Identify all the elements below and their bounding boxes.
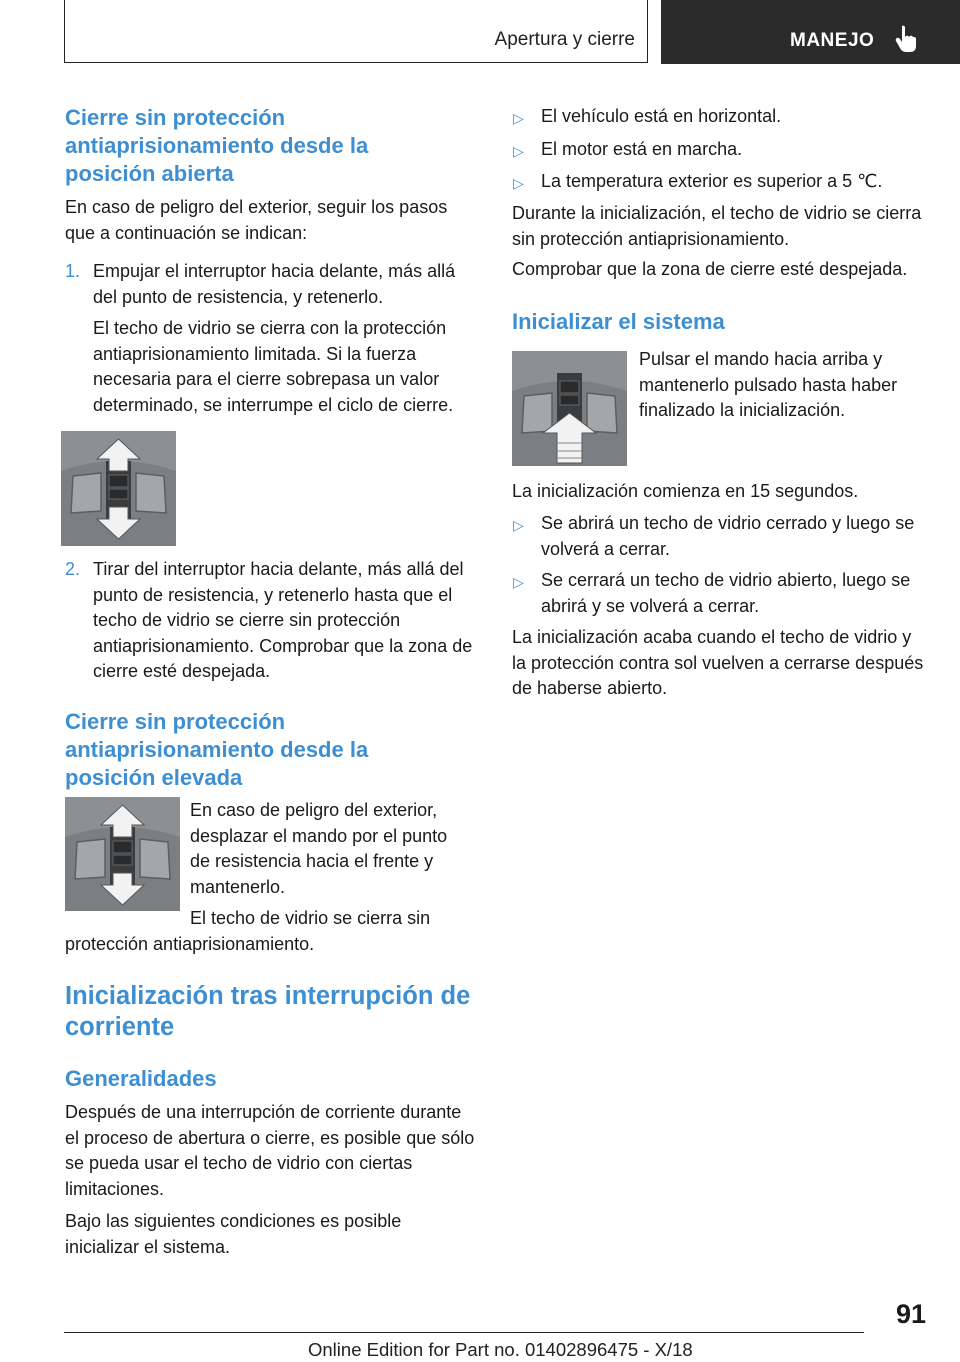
footer-divider bbox=[64, 1332, 864, 1333]
raised-paragraph-2: El techo de vidrio se cierra sin protección antiaprisionamiento. bbox=[65, 908, 431, 954]
intro-paragraph: En caso de peligro del exterior, seguir los pasos que a continuación se indican: bbox=[65, 197, 448, 243]
condition-item: El motor está en marcha. bbox=[541, 139, 743, 159]
sunroof-switch-image bbox=[61, 431, 176, 546]
init-bullet: Se abrirá un techo de vidrio cerrado y luego se volverá a cerrar. bbox=[541, 513, 915, 559]
section-title: Apertura y cierre bbox=[494, 29, 635, 50]
condition-item: El vehículo está en horizontal. bbox=[541, 106, 782, 126]
begins-paragraph: La inicialización comienza en 15 segundos. bbox=[512, 481, 859, 501]
hand-pointer-icon bbox=[893, 24, 917, 54]
bullet-triangle-icon: ▷ bbox=[513, 175, 524, 191]
heading-close-from-raised: Cierre sin protección antiaprisionamiento desde la posición elevada bbox=[65, 709, 369, 790]
heading-init-system: Inicializar el sistema bbox=[512, 309, 725, 334]
page-number: 91 bbox=[895, 1299, 926, 1329]
check-paragraph: Comprobar que la zona de cierre esté despejada. bbox=[512, 259, 908, 279]
init-bullet: Se cerrará un techo de vidrio abierto, luego se abrirá y se volverá a cerrar. bbox=[541, 570, 911, 616]
init-system-paragraph: Pulsar el mando hacia arriba y mantenerlo pulsado hasta haber finalizado la inicialización. bbox=[639, 349, 898, 420]
general-paragraph-1: Después de una interrupción de corriente durante el proceso de abertura o cierre, es posible que sólo se pueda usar el techo de vidrio con ciertas limitaciones. bbox=[65, 1102, 475, 1199]
bullet-triangle-icon: ▷ bbox=[513, 143, 524, 159]
chapter-tab-label: MANEJO bbox=[790, 30, 875, 51]
bullet-triangle-icon: ▷ bbox=[513, 110, 524, 126]
bullet-triangle-icon: ▷ bbox=[513, 574, 524, 590]
general-paragraph-2: Bajo las siguientes condiciones es posible inicializar el sistema. bbox=[65, 1211, 402, 1257]
step-note: El techo de vidrio se cierra con la protección antiaprisionamiento limitada. Si la fuerza necesaria para el cierre sobrepasa un valor determinado, se interrumpe el ciclo de cierre. bbox=[93, 318, 454, 415]
step-number: 2. bbox=[65, 559, 81, 579]
raised-paragraph-1: En caso de peligro del exterior, desplazar el mando por el punto de resistencia hacia el frente y mantenerlo. bbox=[190, 800, 448, 897]
sunroof-switch-image bbox=[65, 797, 180, 911]
step-text: Empujar el interruptor hacia delante, más allá del punto de resistencia, y retenerlo. bbox=[93, 261, 456, 307]
condition-item: La temperatura exterior es superior a 5 ℃. bbox=[541, 171, 883, 191]
heading-initialization: Inicialización tras interrupción de corriente bbox=[65, 982, 471, 1041]
step-number: 1. bbox=[65, 261, 81, 281]
edition-footer: Online Edition for Part no. 01402896475 - X/18 bbox=[308, 1339, 693, 1360]
step-text: Tirar del interruptor hacia delante, más allá del punto de resistencia, y retenerlo hasta que el techo de vidrio se cierre sin protección antiaprisionamiento. Comprobar que la zona de cierre esté despejada. bbox=[93, 559, 473, 681]
during-paragraph: Durante la inicialización, el techo de vidrio se cierra sin protección antiaprisionamiento. bbox=[512, 203, 922, 249]
sunroof-switch-up-image bbox=[512, 351, 627, 466]
heading-general: Generalidades bbox=[65, 1066, 217, 1091]
ends-paragraph: La inicialización acaba cuando el techo de vidrio y la protección contra sol vuelven a cerrarse después de haberse abierto. bbox=[512, 627, 924, 698]
bullet-triangle-icon: ▷ bbox=[513, 517, 524, 533]
heading-close-from-open: Cierre sin protección antiaprisionamiento desde la posición abierta bbox=[65, 105, 369, 186]
chapter-tab[interactable] bbox=[661, 0, 960, 64]
